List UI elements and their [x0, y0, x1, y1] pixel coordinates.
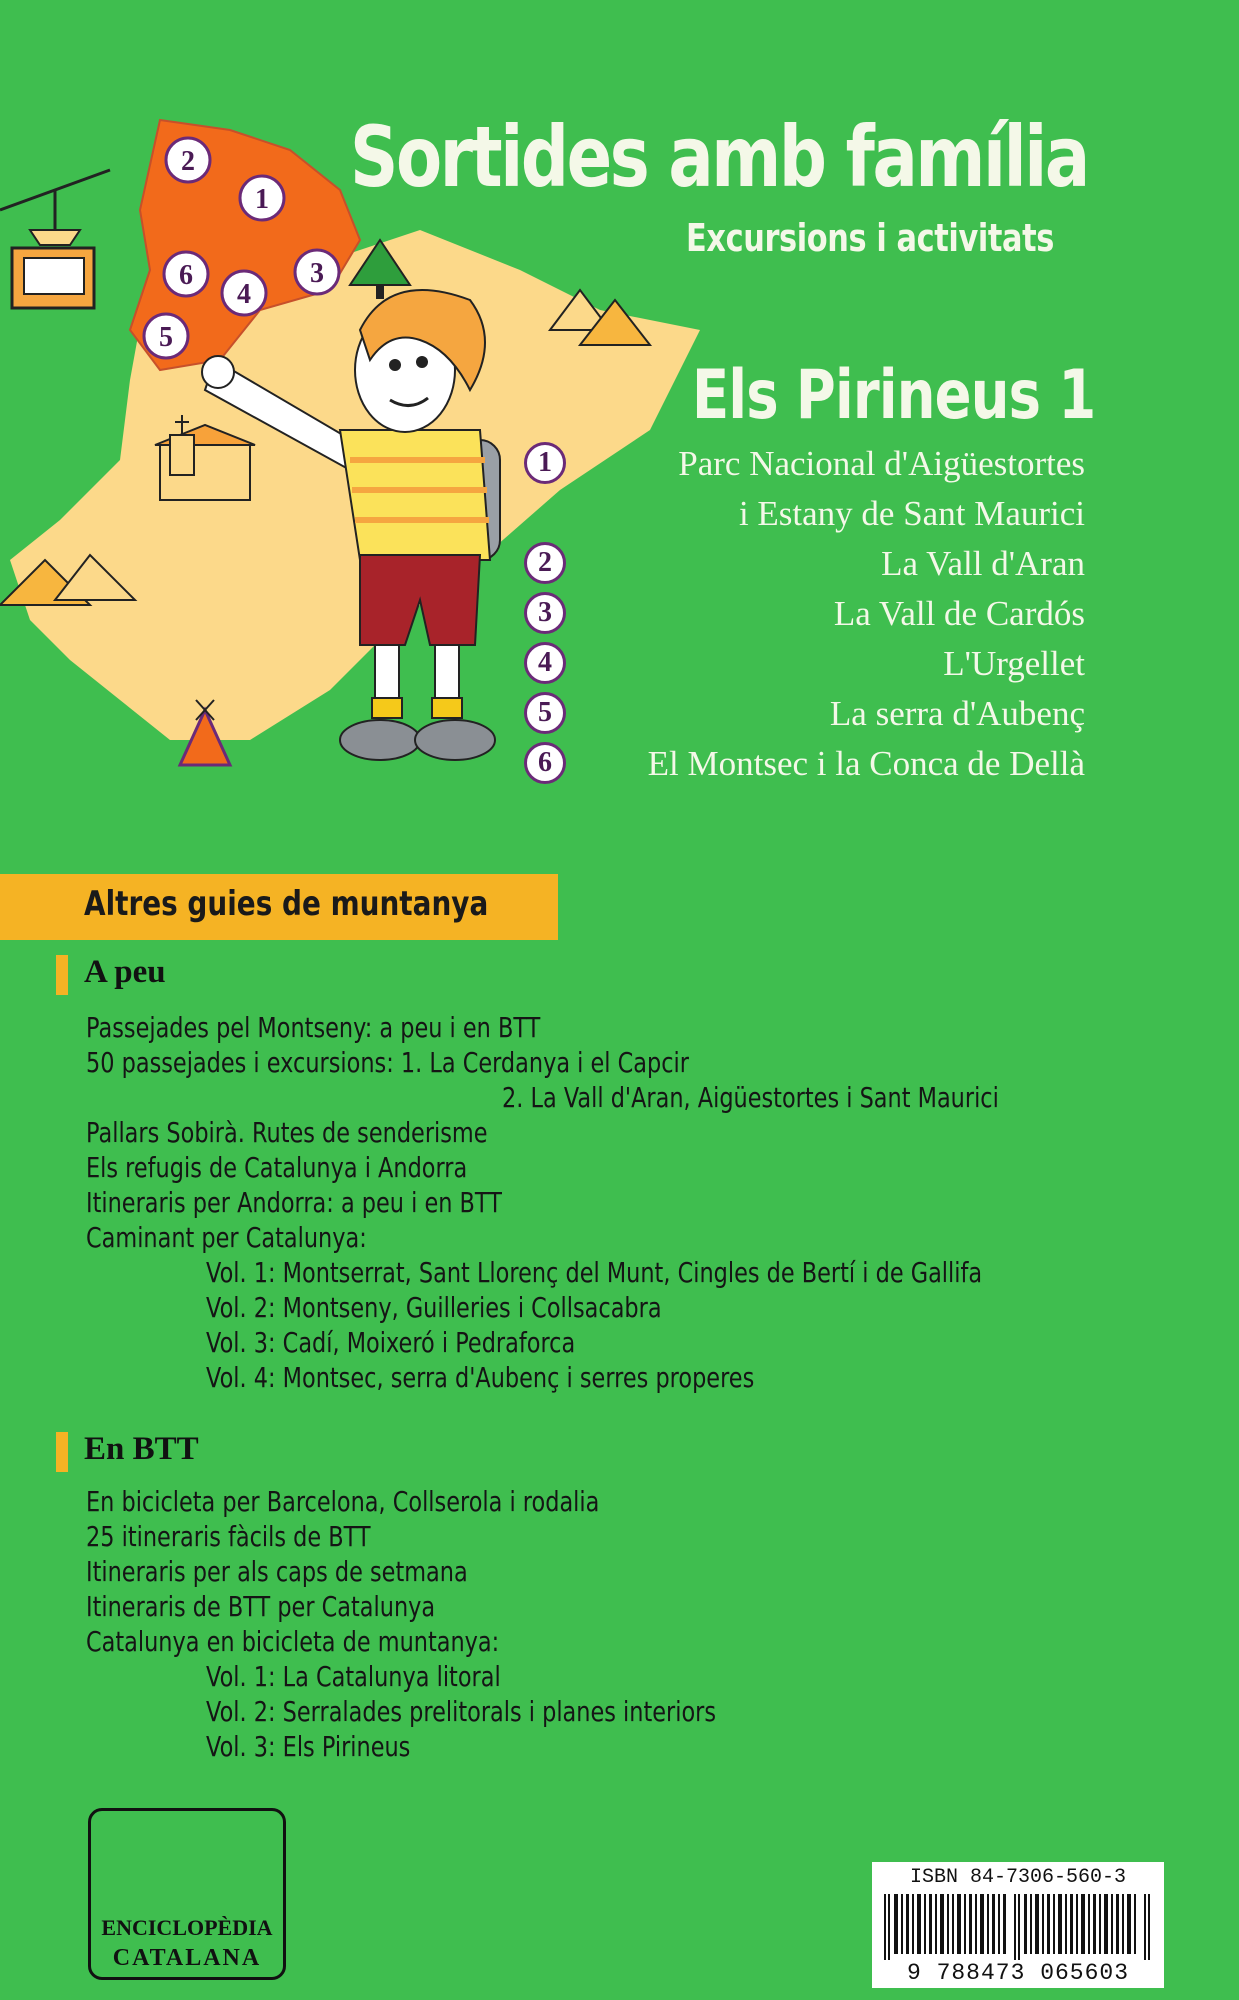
- list-item: Catalunya en bicicleta de muntanya:: [86, 1625, 500, 1658]
- publisher-name-line-2: CATALANA: [112, 1945, 262, 1971]
- map-badge-3-label: 3: [310, 258, 324, 289]
- route-4-label: L'Urgellet: [943, 644, 1085, 683]
- cable-car-icon: [0, 170, 110, 308]
- list-item: Itineraris per als caps de setmana: [86, 1555, 468, 1588]
- route-5-label: La serra d'Aubenç: [829, 694, 1085, 733]
- list-item: Itineraris de BTT per Catalunya: [86, 1590, 436, 1623]
- route-3-label: La Vall de Cardós: [833, 594, 1085, 633]
- en-btt-list: [86, 1484, 874, 1764]
- a-peu-heading: A peu: [84, 954, 166, 990]
- isbn-barcode: [872, 1862, 1164, 1988]
- route-2-label: La Vall d'Aran: [881, 544, 1085, 583]
- list-item: 50 passejades i excursions: 1. La Cerdanya i el Capcir: [86, 1046, 689, 1079]
- route-1-line-2: i Estany de Sant Maurici: [738, 494, 1085, 533]
- list-item: Vol. 3: Els Pirineus: [206, 1730, 411, 1763]
- list-item: Pallars Sobirà. Rutes de senderisme: [86, 1116, 488, 1149]
- list-item: Els refugis de Catalunya i Andorra: [86, 1151, 468, 1184]
- list-item: Itineraris per Andorra: a peu i en BTT: [86, 1186, 502, 1219]
- route-badge-4: 4: [524, 642, 566, 684]
- barcode-bars: [882, 1894, 1154, 1960]
- route-badge-6: 6: [524, 742, 566, 784]
- list-item: Vol. 1: La Catalunya litoral: [206, 1660, 501, 1693]
- list-item: Vol. 2: Serralades prelitorals i planes interiors: [206, 1695, 717, 1728]
- list-item: En bicicleta per Barcelona, Collserola i rodalia: [86, 1485, 600, 1518]
- route-badge-5: 5: [524, 692, 566, 734]
- map-badge-4-label: 4: [237, 279, 251, 310]
- book-subtitle: Excursions i activitats: [686, 216, 1054, 260]
- book-title: Sortides amb família: [350, 108, 1088, 206]
- list-item: Vol. 1: Montserrat, Sant Llorenç del Munt, Cingles de Bertí i de Gallifa: [206, 1256, 983, 1289]
- list-item: Vol. 4: Montsec, serra d'Aubenç i serres properes: [206, 1361, 755, 1394]
- publisher-logo: [88, 1808, 286, 1980]
- en-btt-heading: En BTT: [84, 1431, 199, 1467]
- route-badge-2: 2: [524, 542, 566, 584]
- route-badge-1: 1: [524, 442, 566, 484]
- section-title: Altres guies de muntanya: [84, 884, 489, 924]
- list-item: Passejades pel Montseny: a peu i en BTT: [86, 1011, 541, 1044]
- list-item: Vol. 2: Montseny, Guilleries i Collsacabra: [206, 1291, 662, 1324]
- map-badge-1-label: 1: [255, 184, 269, 215]
- list-item: Vol. 3: Cadí, Moixeró i Pedraforca: [206, 1326, 576, 1359]
- ean-number: 9 788473 065603: [906, 1960, 1130, 1986]
- map-badge-6-label: 6: [179, 260, 193, 291]
- route-6-label: El Montsec i la Conca de Dellà: [647, 744, 1085, 783]
- list-item: Caminant per Catalunya:: [86, 1221, 367, 1254]
- en-btt-marker: [56, 1432, 68, 1472]
- list-item: 25 itineraris fàcils de BTT: [86, 1520, 371, 1553]
- a-peu-list: [86, 1010, 1227, 1395]
- a-peu-marker: [56, 955, 68, 995]
- publisher-name-line-1: ENCICLOPÈDIA: [101, 1915, 273, 1940]
- list-item: 2. La Vall d'Aran, Aigüestortes i Sant Maurici: [502, 1081, 999, 1114]
- volume-title: Els Pirineus 1: [692, 356, 1096, 435]
- isbn-label: ISBN 84-7306-560-3: [909, 1866, 1127, 1889]
- route-badge-3: 3: [524, 592, 566, 634]
- route-1-line-1: Parc Nacional d'Aigüestortes: [678, 444, 1085, 483]
- map-badge-2-label: 2: [181, 146, 195, 177]
- map-badge-5-label: 5: [159, 322, 173, 353]
